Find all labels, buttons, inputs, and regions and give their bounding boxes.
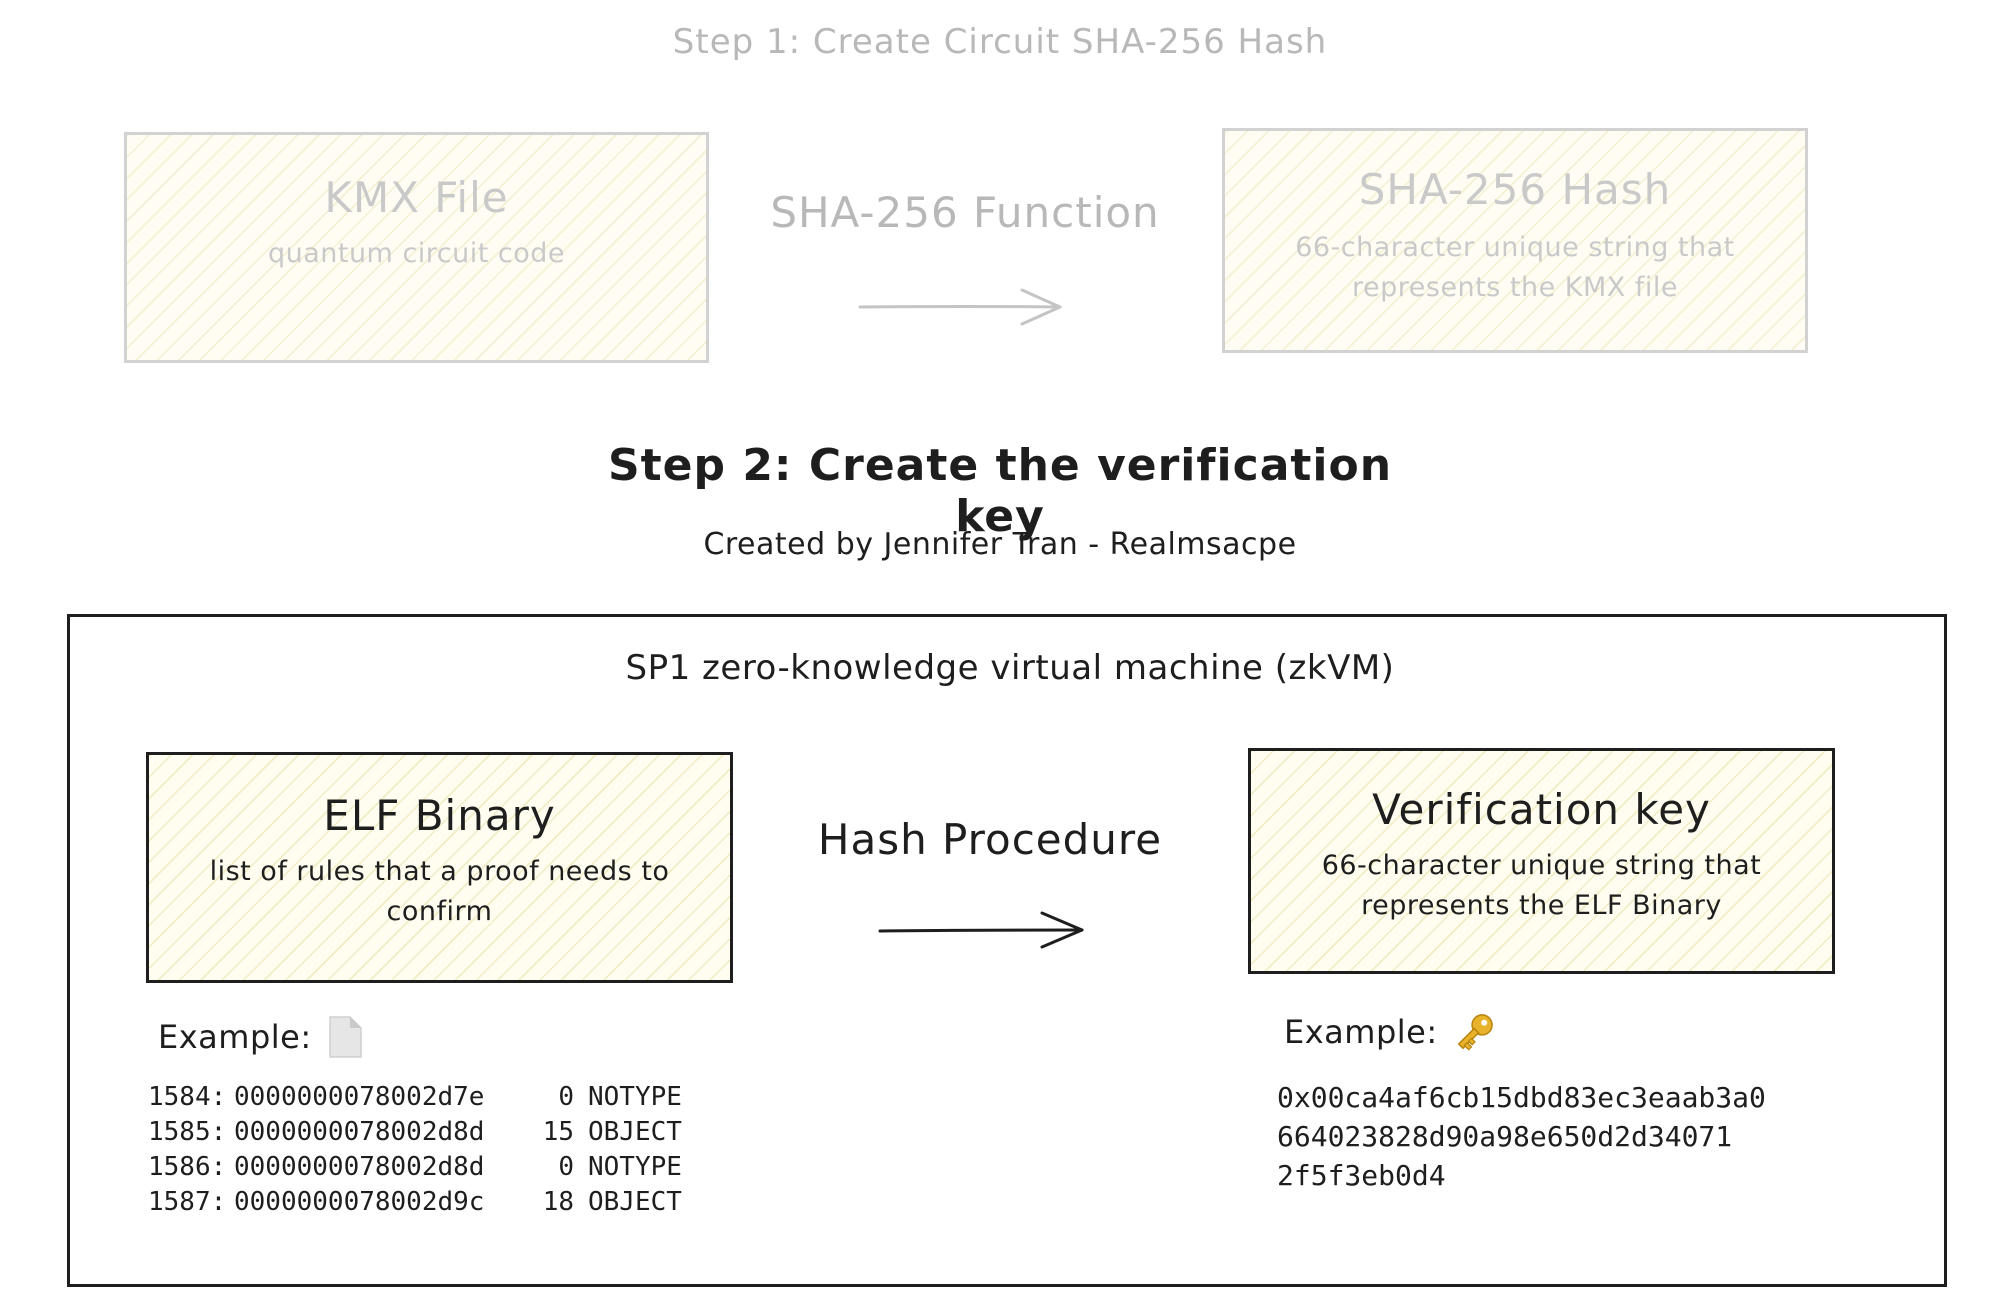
credit-text: Created by Jennifer Tran - Realmsacpe (703, 527, 1297, 562)
symbol-row (148, 1080, 748, 1115)
step2-arrow (870, 905, 1090, 955)
key-line: 664023828d90a98e650d2d34071 (1277, 1120, 1733, 1153)
document-icon (328, 1016, 362, 1058)
sha256-hash-title: SHA-256 Hash (1358, 165, 1672, 214)
symbol-size: 18 (542, 1187, 574, 1217)
step2-title: Step 2: Create the verification key (607, 440, 1393, 542)
sha256-hash-box (1222, 128, 1808, 353)
symbol-type: OBJECT (588, 1187, 682, 1217)
verification-key-subtitle: 66-character unique string that represents the ELF Binary (1321, 850, 1762, 921)
kmx-file-box (124, 132, 709, 363)
symbol-address: 0000000078002d8d (234, 1117, 485, 1147)
symbol-type: NOTYPE (588, 1082, 682, 1112)
key-line: 0x00ca4af6cb15dbd83ec3eaab3a0 (1277, 1081, 1766, 1114)
symbol-index: 1587: (148, 1187, 227, 1217)
sha256-hash-subtitle: 66-character unique string that represents the KMX file (1295, 232, 1735, 303)
key-icon (1452, 1009, 1498, 1055)
right-example-label: Example: (1284, 1013, 1438, 1051)
kmx-file-title: KMX File (324, 173, 509, 222)
symbol-address: 0000000078002d7e (234, 1082, 485, 1112)
elf-symbol-table (148, 1080, 748, 1220)
elf-binary-subtitle: list of rules that a proof needs to confirm (209, 856, 670, 927)
symbol-index: 1586: (148, 1152, 227, 1182)
step1-title: Step 1: Create Circuit SHA-256 Hash (672, 22, 1328, 62)
symbol-index: 1585: (148, 1117, 227, 1147)
right-example (1284, 1008, 1498, 1056)
hash-procedure-label: Hash Procedure (817, 815, 1163, 864)
symbol-row (148, 1185, 748, 1220)
step1-arrow (850, 282, 1070, 332)
left-example (158, 1015, 362, 1059)
symbol-row (148, 1150, 748, 1185)
sha256-function-label: SHA-256 Function (770, 188, 1160, 237)
zkvm-container-title: SP1 zero-knowledge virtual machine (zkVM) (625, 648, 1395, 688)
symbol-address: 0000000078002d8d (234, 1152, 485, 1182)
verification-key-value (1277, 1078, 1917, 1195)
verification-key-title: Verification key (1372, 785, 1711, 834)
kmx-file-subtitle: quantum circuit code (267, 238, 566, 269)
symbol-type: OBJECT (588, 1117, 682, 1147)
symbol-address: 0000000078002d9c (234, 1187, 485, 1217)
symbol-size: 0 (558, 1152, 574, 1182)
elf-binary-title: ELF Binary (323, 791, 556, 840)
symbol-size: 15 (542, 1117, 574, 1147)
symbol-size: 0 (558, 1082, 574, 1112)
symbol-type: NOTYPE (588, 1152, 682, 1182)
key-line: 2f5f3eb0d4 (1277, 1159, 1446, 1192)
left-example-label: Example: (158, 1018, 312, 1056)
verification-key-box (1248, 748, 1835, 974)
symbol-index: 1584: (148, 1082, 227, 1112)
elf-binary-box (146, 752, 733, 983)
symbol-row (148, 1115, 748, 1150)
